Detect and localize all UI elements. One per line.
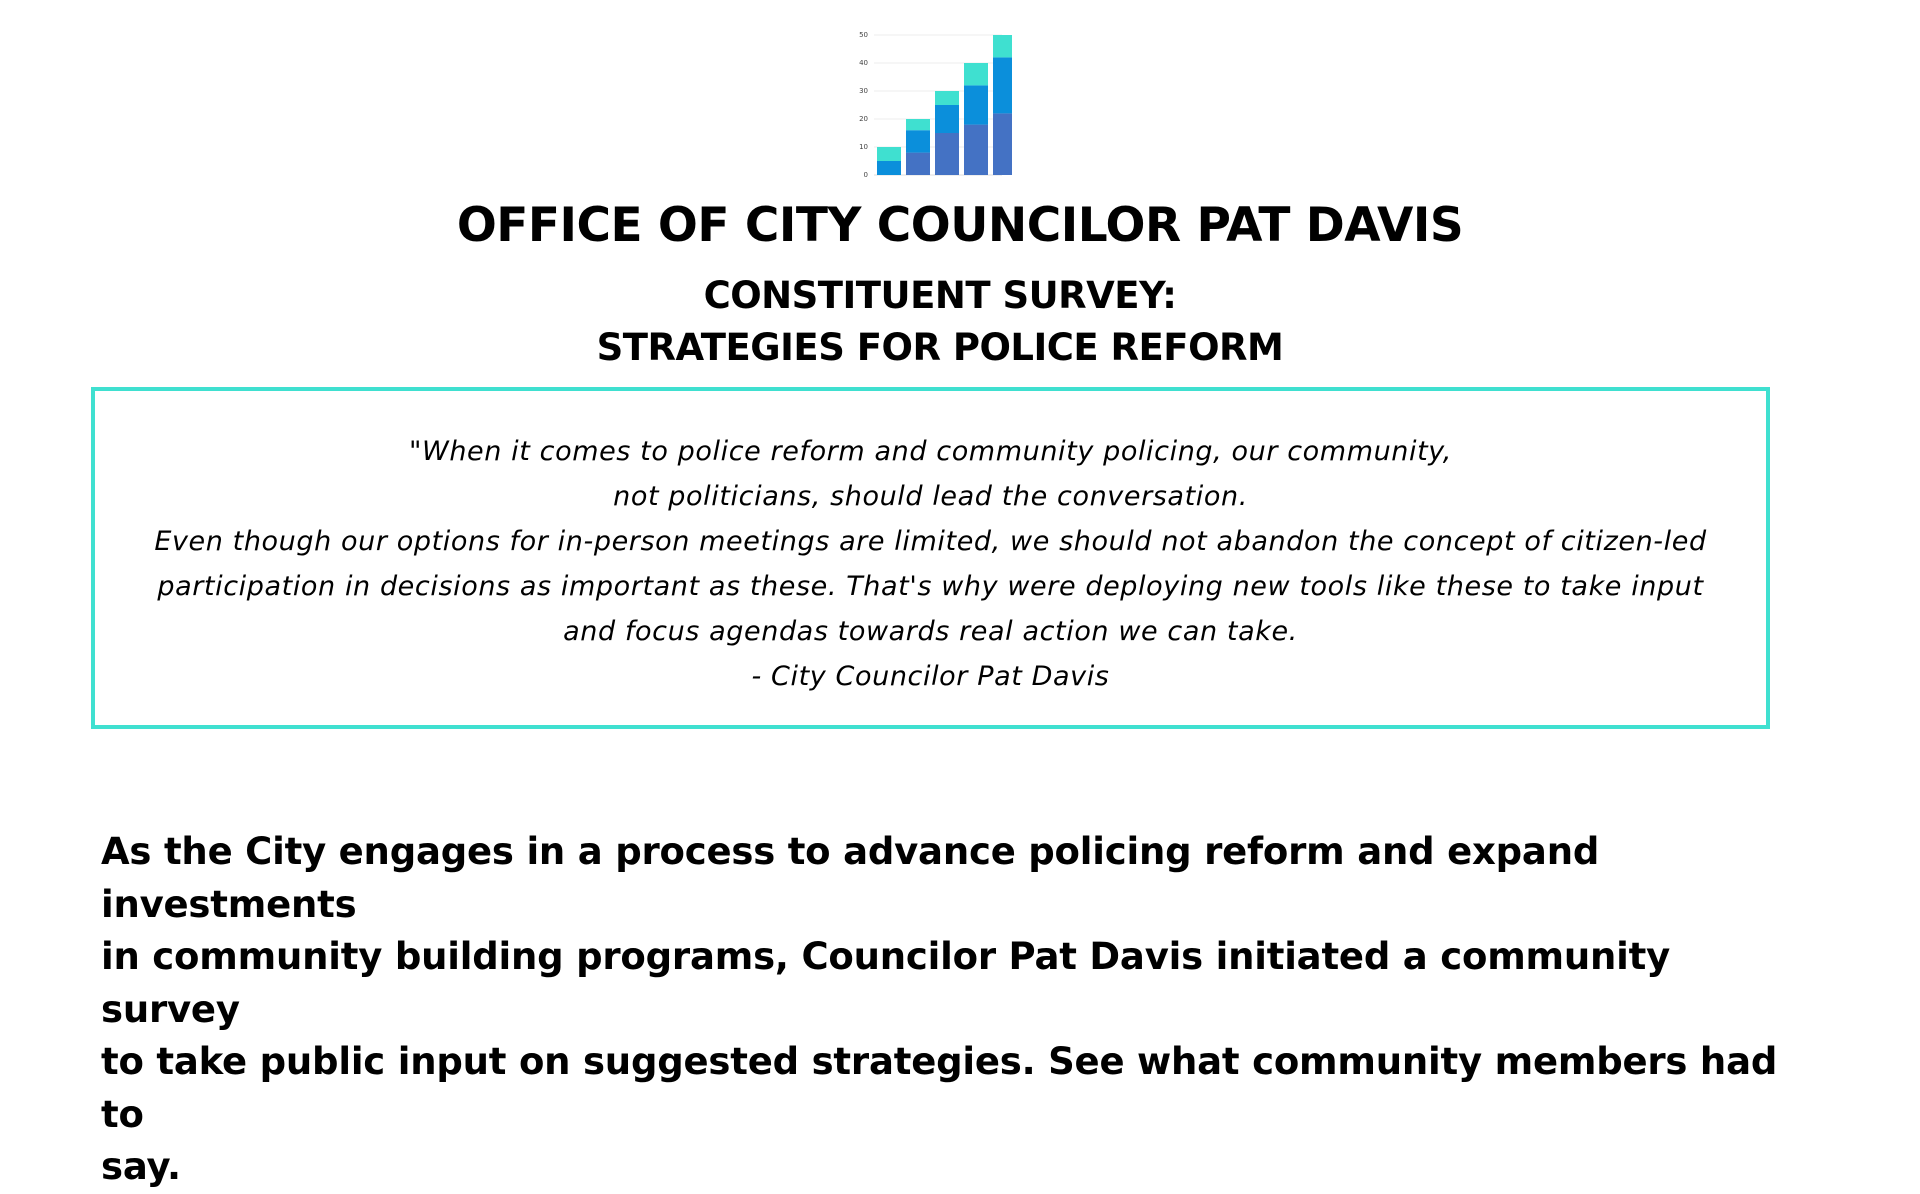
office-title: OFFICE OF CITY COUNCILOR PAT DAVIS [456,198,1464,253]
intro-line: in community building programs, Councilor Pat Davis initiated a community survey [101,935,1671,1031]
quote-line: participation in decisions as important as these. That's why were deploying new tools like these to take input [157,571,1704,602]
intro-paragraph [101,826,1821,1194]
quote-box [91,387,1770,729]
bar-segment [993,113,1012,175]
survey-title [0,270,1880,374]
tick-label: 20 [859,115,868,123]
bar-segment [935,91,959,105]
bar-segment [935,133,959,175]
tick-label: 0 [863,171,868,179]
survey-title-line: CONSTITUENT SURVEY: [703,274,1177,317]
quote-line: Even though our options for in-person meetings are limited, we should not abandon the concept of citizen-led [154,526,1707,557]
bar-segment [877,147,901,161]
quote-line: "When it comes to police reform and community policing, our community, [409,436,1452,467]
bar-segment [964,63,988,85]
tick-label: 40 [859,59,868,67]
bar-segment [906,153,930,175]
councilor-quote [95,429,1766,699]
intro-line: As the City engages in a process to advance policing reform and expand investments [101,830,1600,926]
quote-line: not politicians, should lead the conversation. [613,481,1248,512]
quote-attribution: - City Councilor Pat Davis [751,661,1110,692]
bar-segment [906,119,930,130]
bar-segment [964,125,988,175]
chart-bars [877,35,1012,175]
tick-label: 10 [859,143,868,151]
bar-segment [964,85,988,124]
bar-segment [993,35,1012,57]
quote-line: and focus agendas towards real action we can take. [563,616,1298,647]
bar-segment [906,130,930,152]
tick-label: 30 [859,87,868,95]
intro-line: say. [101,1145,181,1188]
survey-title-line: STRATEGIES FOR POLICE REFORM [596,326,1284,369]
bar-segment [935,105,959,133]
bar-segment [877,161,901,175]
bar-chart-logo [852,30,1012,182]
tick-label: 50 [859,31,868,39]
bar-segment [993,57,1012,113]
chart-tick-labels [859,31,868,179]
intro-line: to take public input on suggested strategies. See what community members had to [101,1040,1778,1136]
